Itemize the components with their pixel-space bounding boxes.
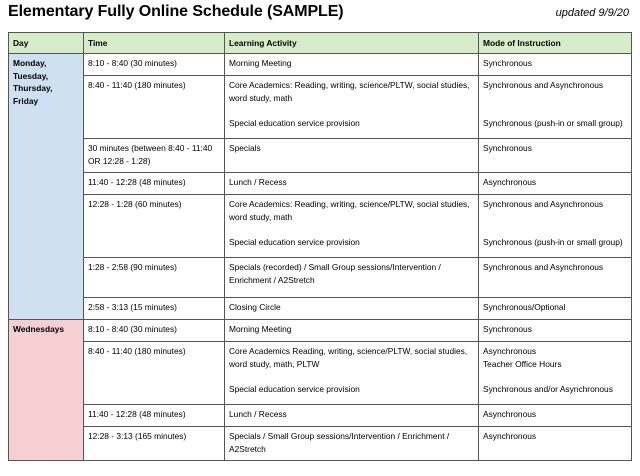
table-row — [9, 139, 632, 173]
table-row — [9, 173, 632, 195]
table-row — [9, 320, 632, 342]
table-row — [9, 427, 632, 461]
activity-cell: Morning Meeting — [225, 54, 479, 76]
table-row — [9, 298, 632, 320]
schedule-table — [8, 32, 632, 461]
time-cell: 11:40 - 12:28 (48 minutes) — [84, 173, 225, 195]
mode-text: Asynchronous — [483, 346, 537, 356]
activity-text-secondary: Special education service provision — [229, 383, 360, 394]
time-cell: 12:28 - 3:13 (165 minutes) — [84, 427, 225, 461]
mode-cell — [479, 76, 632, 139]
page-title: Elementary Fully Online Schedule (SAMPLE) — [8, 3, 344, 20]
column-header-activity: Learning Activity — [225, 33, 479, 54]
mode-text-secondary: Synchronous and/or Asynchronous — [483, 383, 613, 394]
activity-cell: Specials — [225, 139, 479, 173]
activity-text-secondary: Special education service provision — [229, 117, 360, 128]
mode-cell: Asynchronous — [479, 173, 632, 195]
table-row — [9, 258, 632, 298]
mode-cell — [479, 195, 632, 258]
mode-cell: Synchronous — [479, 54, 632, 76]
activity-cell: Specials / Small Group sessions/Intervention / Enrichment / A2Stretch — [225, 427, 479, 461]
time-cell: 2:58 - 3:13 (15 minutes) — [84, 298, 225, 320]
activity-text: Core Academics Reading, writing, science/PLTW, social studies, word study, math, PLTW — [229, 346, 468, 369]
mode-cell: Synchronous and Asynchronous — [479, 258, 632, 298]
mode-text-secondary: Synchronous (push-in or small group) — [483, 117, 623, 128]
activity-text-secondary: Special education service provision — [229, 236, 360, 247]
mode-cell: Asynchronous — [479, 405, 632, 427]
updated-date: updated 9/9/20 — [555, 7, 629, 19]
activity-cell: Lunch / Recess — [225, 405, 479, 427]
table-row — [9, 405, 632, 427]
table-row — [9, 76, 632, 139]
day-cell-weekdays: Monday, Tuesday, Thursday, Friday — [9, 54, 84, 320]
time-cell: 11:40 - 12:28 (48 minutes) — [84, 405, 225, 427]
mode-text: Synchronous and Asynchronous — [483, 80, 604, 90]
time-cell: 8:40 - 11:40 (180 minutes) — [84, 342, 225, 405]
mode-text: Synchronous and Asynchronous — [483, 199, 604, 209]
mode-cell: Synchronous — [479, 320, 632, 342]
activity-text: Core Academics: Reading, writing, science/PLTW, social studies, word study, math — [229, 80, 470, 103]
time-cell: 8:10 - 8:40 (30 minutes) — [84, 54, 225, 76]
activity-cell: Closing Circle — [225, 298, 479, 320]
activity-cell: Lunch / Recess — [225, 173, 479, 195]
activity-cell: Specials (recorded) / Small Group sessions/Intervention / Enrichment / A2Stretch — [225, 258, 479, 298]
time-cell: 8:10 - 8:40 (30 minutes) — [84, 320, 225, 342]
day-cell-wednesdays: Wednesdays — [9, 320, 84, 461]
mode-cell: Synchronous — [479, 139, 632, 173]
table-row — [9, 342, 632, 405]
activity-cell — [225, 195, 479, 258]
column-header-time: Time — [84, 33, 225, 54]
time-cell: 12:28 - 1:28 (60 minutes) — [84, 195, 225, 258]
header-row — [9, 33, 632, 54]
mode-cell: Synchronous/Optional — [479, 298, 632, 320]
activity-cell — [225, 342, 479, 405]
mode-cell — [479, 342, 632, 405]
time-cell: 30 minutes (between 8:40 - 11:40 OR 12:28 - 1:28) — [84, 139, 225, 173]
table-row — [9, 195, 632, 258]
time-cell: 8:40 - 11:40 (180 minutes) — [84, 76, 225, 139]
activity-cell: Morning Meeting — [225, 320, 479, 342]
table-row — [9, 54, 632, 76]
mode-text-secondary: Synchronous (push-in or small group) — [483, 236, 623, 247]
column-header-mode: Mode of Instruction — [479, 33, 632, 54]
mode-text-office-hours: Teacher Office Hours — [483, 358, 562, 369]
column-header-day: Day — [9, 33, 84, 54]
time-cell: 1:28 - 2:58 (90 minutes) — [84, 258, 225, 298]
mode-cell: Asynchronous — [479, 427, 632, 461]
activity-text: Core Academics: Reading, writing, science/PLTW, social studies, word study, math — [229, 199, 470, 222]
activity-cell — [225, 76, 479, 139]
